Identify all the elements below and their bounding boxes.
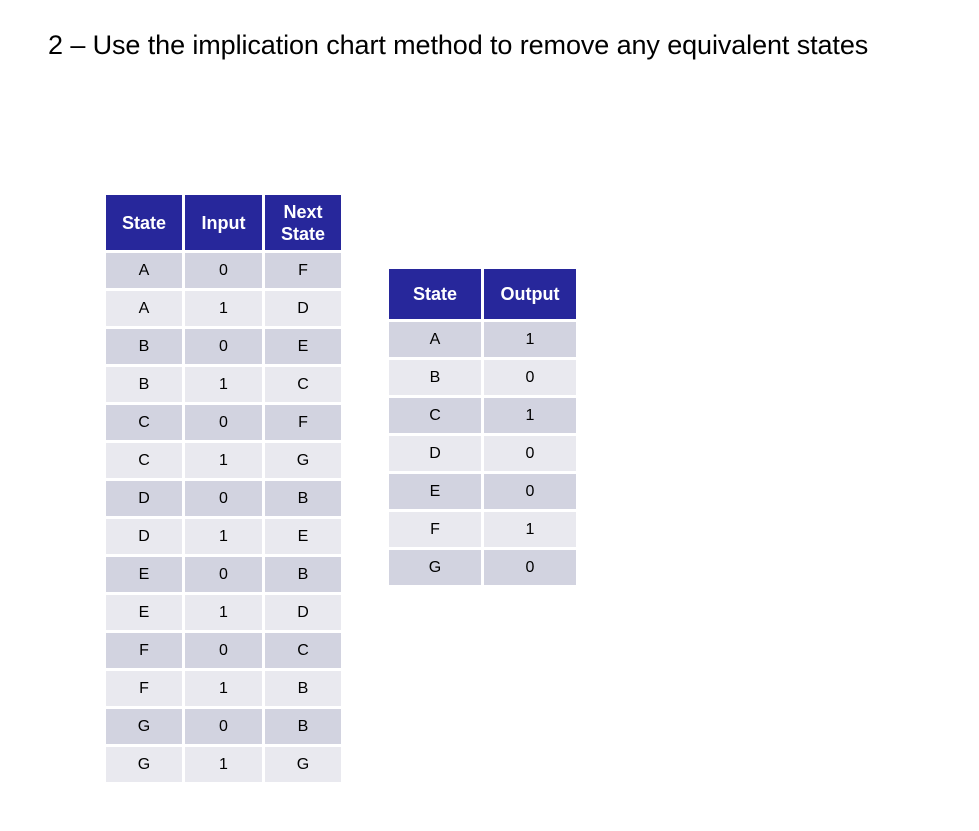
cell-input: 0	[185, 405, 262, 440]
cell-input: 1	[185, 291, 262, 326]
table-row	[106, 481, 341, 516]
cell-state: D	[106, 481, 182, 516]
cell-state: F	[106, 671, 182, 706]
cell-state: E	[106, 595, 182, 630]
state-transition-table	[103, 192, 344, 785]
cell-next-state: B	[265, 709, 341, 744]
table-row	[106, 595, 341, 630]
table-row	[106, 557, 341, 592]
cell-input: 0	[185, 557, 262, 592]
table-row	[106, 671, 341, 706]
table-header-row	[106, 195, 341, 250]
cell-input: 1	[185, 671, 262, 706]
cell-output: 0	[484, 474, 576, 509]
cell-state: G	[106, 709, 182, 744]
cell-output: 1	[484, 398, 576, 433]
page-title: 2 – Use the implication chart method to remove any equivalent states	[48, 30, 869, 60]
cell-output: 1	[484, 322, 576, 357]
cell-input: 0	[185, 633, 262, 668]
column-header-input: Input	[185, 195, 262, 250]
table-row	[389, 550, 576, 585]
cell-state: B	[389, 360, 481, 395]
state-output-table	[386, 266, 579, 588]
cell-state: E	[106, 557, 182, 592]
cell-next-state: C	[265, 633, 341, 668]
cell-state: A	[106, 291, 182, 326]
table-row	[389, 436, 576, 471]
cell-next-state: B	[265, 671, 341, 706]
cell-state: F	[106, 633, 182, 668]
column-header-state: State	[106, 195, 182, 250]
cell-state: B	[106, 329, 182, 364]
cell-input: 1	[185, 595, 262, 630]
cell-input: 0	[185, 329, 262, 364]
table-row	[106, 329, 341, 364]
table-row	[389, 322, 576, 357]
cell-output: 0	[484, 550, 576, 585]
table-row	[106, 405, 341, 440]
table-row	[389, 474, 576, 509]
table-row	[106, 291, 341, 326]
cell-state: B	[106, 367, 182, 402]
table-row	[106, 709, 341, 744]
cell-input: 1	[185, 367, 262, 402]
cell-input: 0	[185, 481, 262, 516]
cell-next-state: F	[265, 253, 341, 288]
table-row	[106, 443, 341, 478]
table-row	[106, 747, 341, 782]
table-row	[389, 512, 576, 547]
table-row	[389, 360, 576, 395]
column-header-output: Output	[484, 269, 576, 319]
cell-next-state: D	[265, 291, 341, 326]
cell-next-state: F	[265, 405, 341, 440]
cell-next-state: E	[265, 329, 341, 364]
cell-next-state: B	[265, 481, 341, 516]
cell-state: D	[389, 436, 481, 471]
table-header-row	[389, 269, 576, 319]
table-row	[389, 398, 576, 433]
cell-state: F	[389, 512, 481, 547]
cell-state: G	[106, 747, 182, 782]
table-row	[106, 633, 341, 668]
cell-next-state: B	[265, 557, 341, 592]
table-row	[106, 367, 341, 402]
cell-input: 1	[185, 747, 262, 782]
cell-state: C	[106, 405, 182, 440]
cell-next-state: C	[265, 367, 341, 402]
cell-next-state: D	[265, 595, 341, 630]
cell-state: C	[106, 443, 182, 478]
cell-input: 1	[185, 443, 262, 478]
cell-next-state: G	[265, 443, 341, 478]
cell-state: E	[389, 474, 481, 509]
column-header-state: State	[389, 269, 481, 319]
table-row	[106, 253, 341, 288]
table-row	[106, 519, 341, 554]
column-header-next-state: Next State	[265, 195, 341, 250]
cell-output: 0	[484, 436, 576, 471]
cell-state: A	[389, 322, 481, 357]
cell-state: D	[106, 519, 182, 554]
cell-input: 0	[185, 253, 262, 288]
cell-output: 1	[484, 512, 576, 547]
cell-input: 0	[185, 709, 262, 744]
cell-state: C	[389, 398, 481, 433]
cell-state: G	[389, 550, 481, 585]
cell-output: 0	[484, 360, 576, 395]
cell-next-state: E	[265, 519, 341, 554]
cell-input: 1	[185, 519, 262, 554]
cell-next-state: G	[265, 747, 341, 782]
cell-state: A	[106, 253, 182, 288]
